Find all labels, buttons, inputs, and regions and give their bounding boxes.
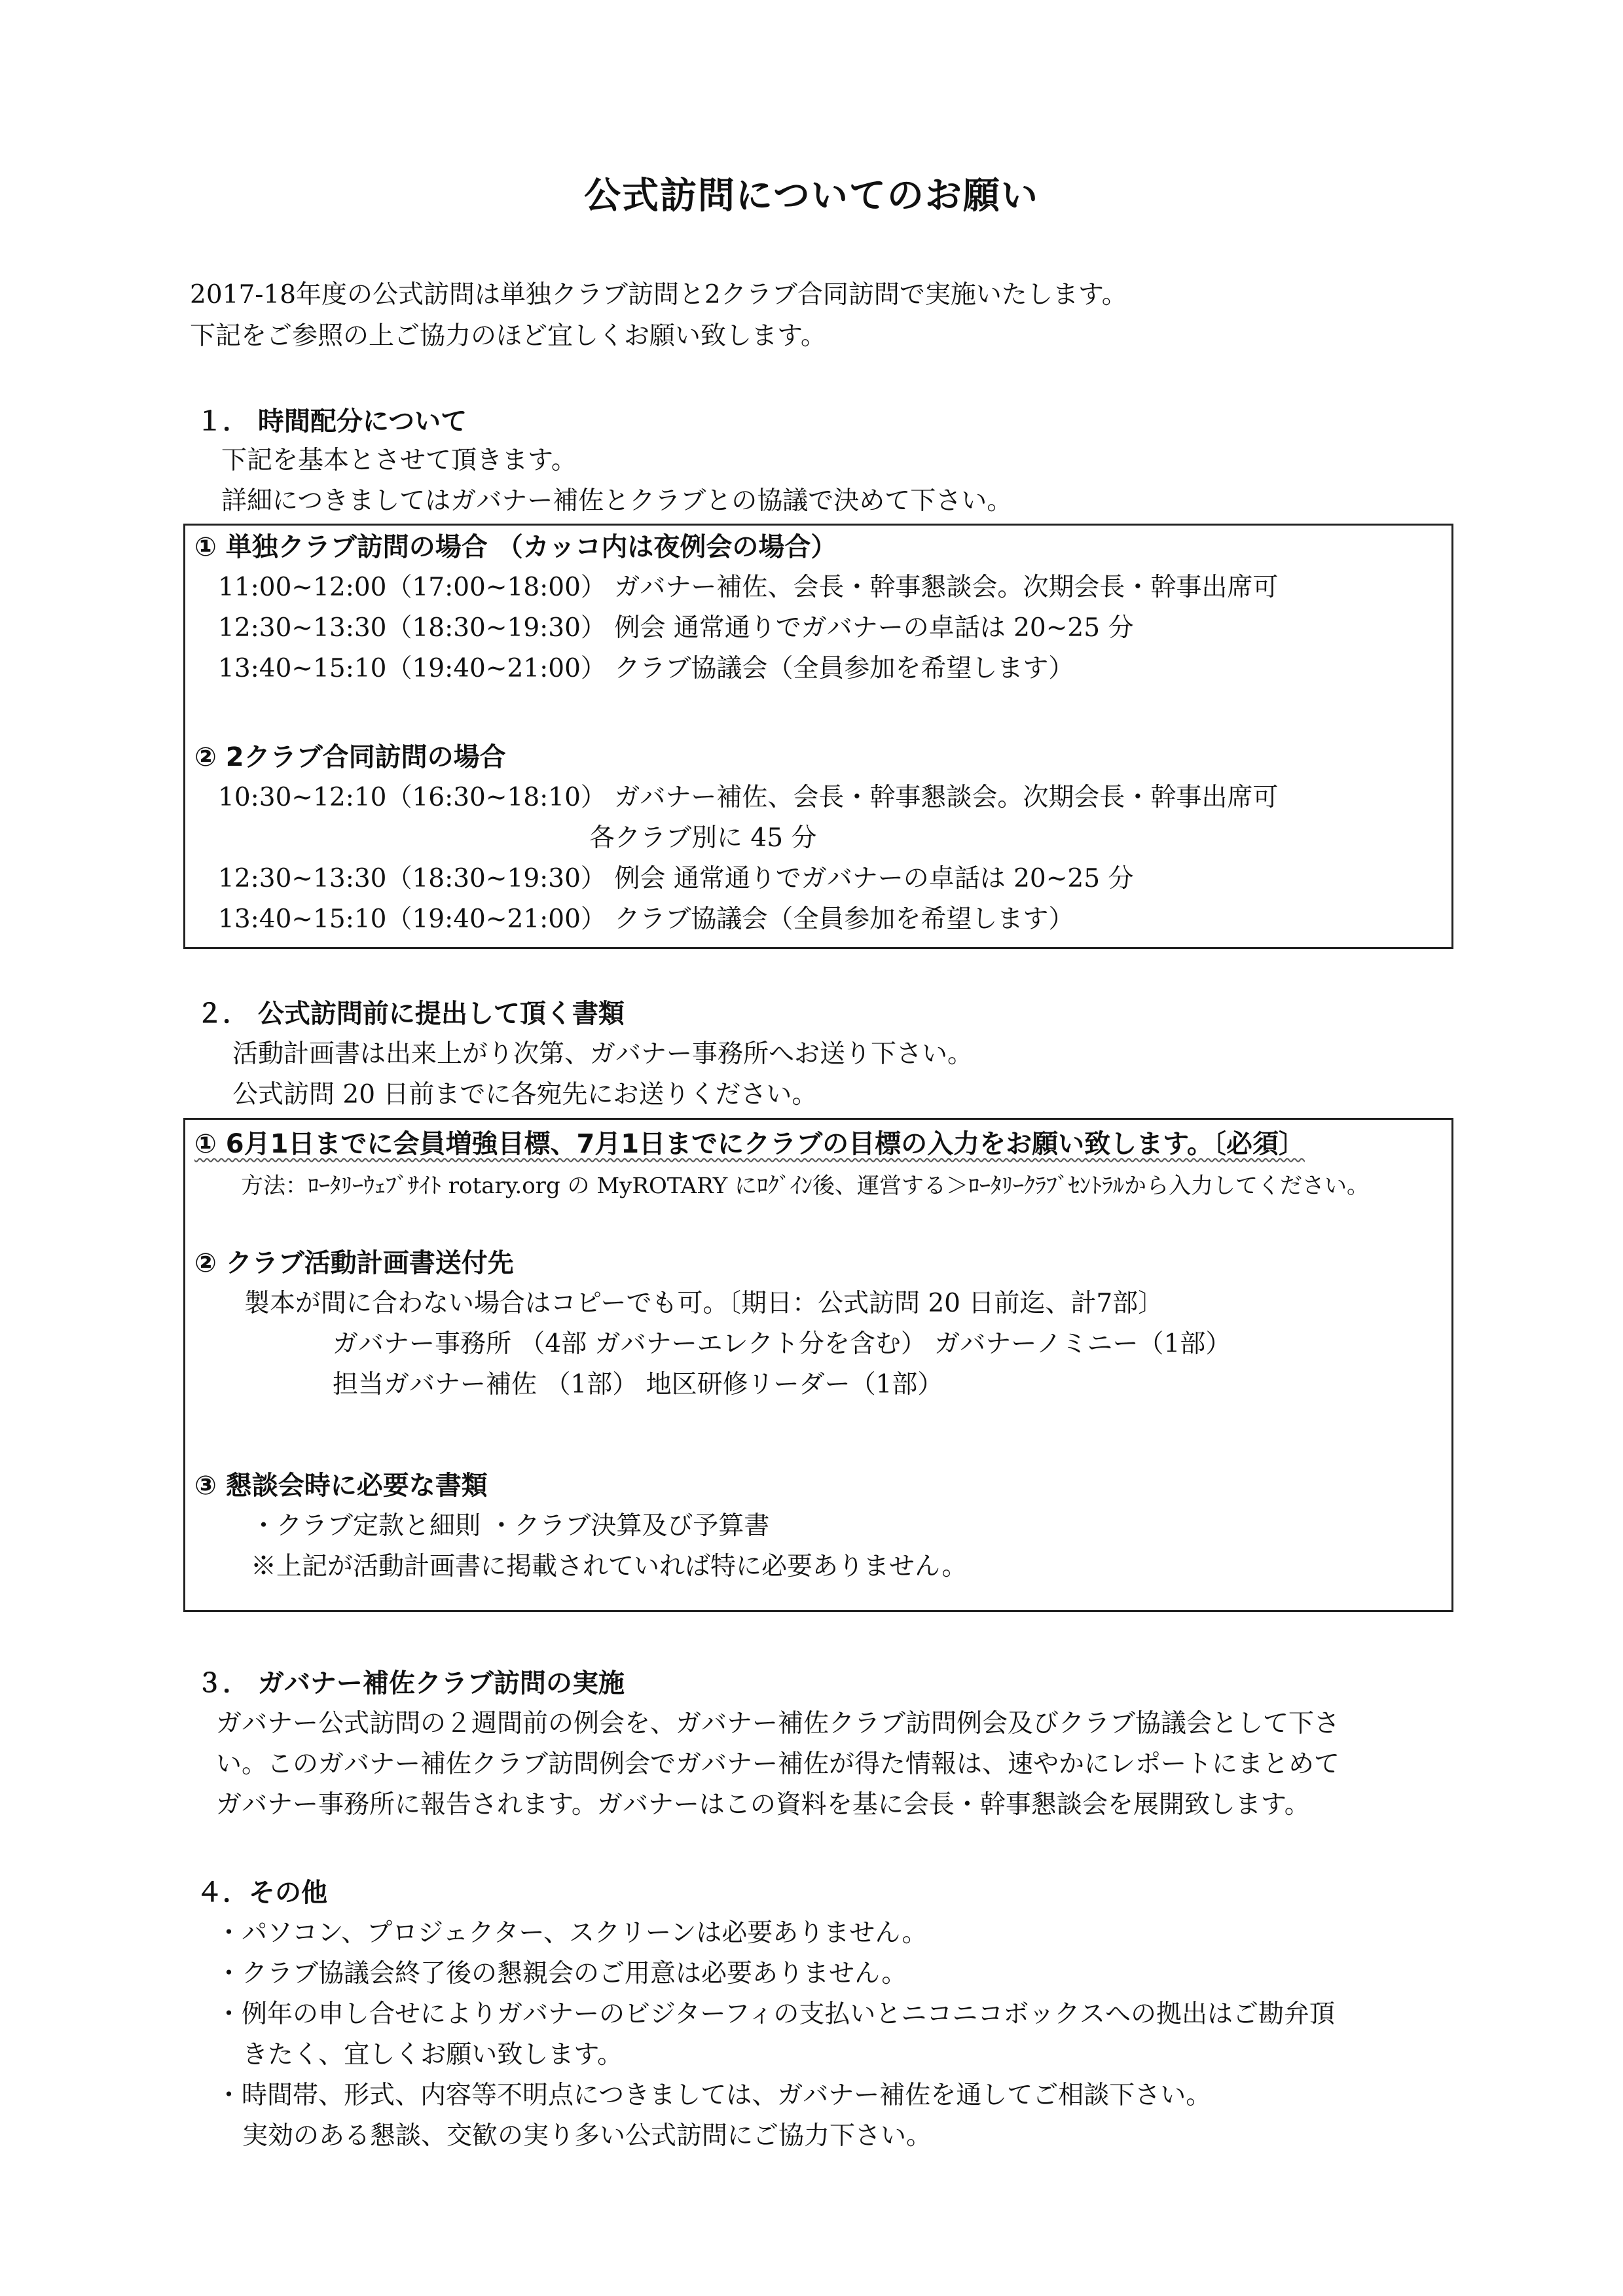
section-4-line-3: ・例年の申し合せによりガバナーのビジターフィの支払いとニコニコボックスへの拠出はご勘弁頂 [216, 2000, 1335, 2029]
section-1-line-1: 下記を基本とさせて頂きます。 [221, 446, 577, 475]
meeting-documents-line-1: ・クラブ定款と細則 ・クラブ決算及び予算書 [251, 1511, 770, 1541]
section-2-line-1: 活動計画書は出来上がり次第、ガバナー事務所へお送り下さい。 [232, 1039, 974, 1069]
section-4-line-4: きたく、宜しくお願い致します。 [242, 2040, 623, 2070]
section-4-line-1: ・パソコン、プロジェクター、スクリーンは必要ありません。 [216, 1918, 928, 1948]
section-2-heading: ２． 公式訪問前に提出して頂く書類 [196, 999, 625, 1029]
single-club-row-3: 13:40~15:10（19:40~21:00） クラブ協議会（全員参加を希望します） [218, 654, 1074, 683]
section-3-line-2: い。このガバナー補佐クラブ訪問例会でガバナー補佐が得た情報は、速やかにレポートにまとめて [216, 1749, 1340, 1779]
goal-input-method: 方法：ﾛｰﾀﾘｰｳｪﾌﾞｻｲﾄ rotary.org の MyROTARY にﾛｸﾞｲﾝ後、運営する＞ﾛｰﾀﾘｰｸﾗﾌﾞｾﾝﾄﾗﾙから入力してください。 [241, 1173, 1369, 1199]
section-2-line-2: 公式訪問 20 日前までに各宛先にお送りください。 [232, 1080, 818, 1109]
section-1-heading: １． 時間配分について [196, 406, 467, 437]
intro-line-1: 2017-18年度の公式訪問は単独クラブ訪問と2クラブ合同訪問で実施いたします。 [190, 280, 1127, 310]
page-title: 公式訪問についてのお願い [584, 175, 1039, 217]
activity-plan-line-2: ガバナー事務所 （4部 ガバナーエレクト分を含む） ガバナーノミニー（1部） [333, 1329, 1231, 1359]
joint-club-row-3: 12:30~13:30（18:30~19:30） 例会 通常通りでガバナーの卓話は 20~25 分 [218, 864, 1134, 893]
time-allocation-box [183, 524, 1453, 949]
goal-input-heading: ① 6月1日までに会員増強目標、7月1日までにクラブの目標の入力をお願い致します。〔必須〕 [194, 1129, 1305, 1159]
activity-plan-line-3: 担当ガバナー補佐 （1部） 地区研修リーダー（1部） [333, 1370, 943, 1399]
documents-box [183, 1118, 1453, 1612]
meeting-documents-line-2: ※上記が活動計画書に掲載されていれば特に必要ありません。 [251, 1552, 968, 1581]
section-3-line-1: ガバナー公式訪問の２週間前の例会を、ガバナー補佐クラブ訪問例会及びクラブ協議会として下さ [216, 1709, 1340, 1738]
joint-club-row-1: 10:30~12:10（16:30~18:10） ガバナー補佐、会長・幹事懇談会。次期会長・幹事出席可 [218, 783, 1279, 812]
activity-plan-line-1: 製本が間に合わない場合はコピーでも可。〔期日：公式訪問 20 日前迄、計7部〕 [244, 1289, 1164, 1318]
joint-club-visit-heading: ② 2クラブ合同訪問の場合 [194, 742, 506, 772]
single-club-visit-heading: ① 単独クラブ訪問の場合 （カッコ内は夜例会の場合） [194, 532, 837, 562]
section-3-heading: ３． ガバナー補佐クラブ訪問の実施 [196, 1668, 625, 1698]
joint-club-row-4: 13:40~15:10（19:40~21:00） クラブ協議会（全員参加を希望します） [218, 905, 1074, 934]
section-4-line-5: ・時間帯、形式、内容等不明点につきましては、ガバナー補佐を通してご相談下さい。 [216, 2081, 1212, 2110]
meeting-documents-heading: ③ 懇談会時に必要な書類 [194, 1471, 488, 1501]
section-4-line-2: ・クラブ協議会終了後の懇親会のご用意は必要ありません。 [216, 1959, 907, 1988]
activity-plan-heading: ② クラブ活動計画書送付先 [194, 1248, 514, 1278]
section-3-line-3: ガバナー事務所に報告されます。ガバナーはこの資料を基に会長・幹事懇談会を展開致します。 [216, 1790, 1310, 1820]
single-club-row-1: 11:00~12:00（17:00~18:00） ガバナー補佐、会長・幹事懇談会。次期会長・幹事出席可 [218, 573, 1279, 602]
section-4-heading: ４．その他 [196, 1878, 327, 1908]
single-club-row-2: 12:30~13:30（18:30~19:30） 例会 通常通りでガバナーの卓話は 20~25 分 [218, 613, 1134, 643]
section-1-line-2: 詳細につきましてはガバナー補佐とクラブとの協議で決めて下さい。 [221, 486, 1013, 516]
joint-club-row-2: 各クラブ別に 45 分 [589, 823, 817, 853]
intro-line-2: 下記をご参照の上ご協力のほど宜しくお願い致します。 [190, 321, 826, 351]
section-4-line-6: 実効のある懇談、交歓の実り多い公式訪問にご協力下さい。 [242, 2121, 932, 2151]
